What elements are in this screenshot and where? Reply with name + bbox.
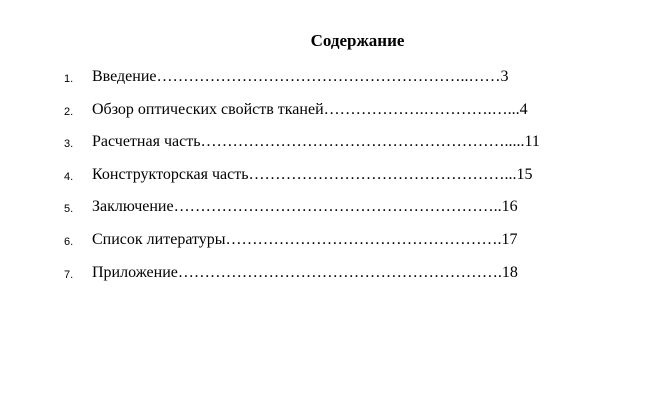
toc-item-appendix [64, 262, 624, 295]
toc-item-text: Введение…………………………………………………..……3 [92, 68, 509, 85]
toc-item-number: 3. [64, 138, 74, 151]
toc-title: Содержание [310, 31, 405, 50]
toc-item-text: Приложение…………………………………………………….18 [92, 263, 518, 281]
toc-item-calculation-part [64, 131, 624, 164]
toc-item-text: Заключение……………………………………………………..16 [92, 198, 518, 216]
toc-item-number: 7. [64, 268, 74, 281]
toc-item-design-part [64, 164, 624, 197]
toc-item-number: 4. [64, 170, 74, 183]
toc-item-optical-properties-review [64, 99, 624, 132]
toc-item-number: 6. [64, 235, 74, 248]
toc-item-number: 1. [64, 73, 74, 85]
toc-item-text: Конструкторская часть…………………………………………...15 [92, 165, 533, 183]
toc-item-number: 5. [64, 203, 74, 216]
toc-item-references [64, 229, 624, 262]
toc-item-text: Обзор оптических свойств тканей……………….………….…...4 [92, 100, 528, 118]
table-of-contents [64, 66, 624, 294]
toc-item-number: 2. [64, 105, 74, 118]
toc-item-conclusion [64, 196, 624, 229]
toc-item-introduction [64, 66, 624, 99]
toc-item-text: Расчетная часть………………………………………………….....11 [92, 133, 540, 151]
toc-item-text: Список литературы…………………………………………….17 [92, 230, 518, 248]
